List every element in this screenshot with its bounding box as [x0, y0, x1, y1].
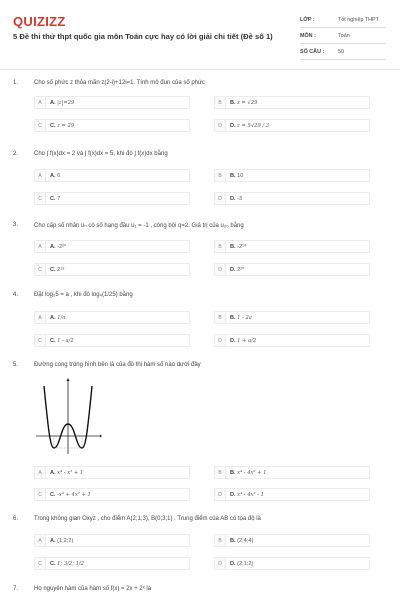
meta-label: LỚP : — [300, 16, 315, 23]
option-text: D. (2;1;2) — [230, 560, 254, 567]
option-letter: D — [215, 120, 226, 131]
worksheet-meta — [300, 12, 386, 60]
question-number: 3. — [13, 222, 19, 228]
option-letter: B — [215, 241, 226, 252]
option-letter: D — [215, 193, 226, 204]
answer-option-b[interactable] — [214, 311, 370, 324]
answer-option-c[interactable] — [34, 488, 190, 501]
option-text: D. z = 5√29 / 3 — [230, 122, 270, 129]
option-letter: B — [215, 535, 226, 546]
question-text: Cho cấp số nhân uₙ có số hạng đầu u₁ = -1 , công bội q=2. Giá trị của u₂₀ bằng — [34, 223, 244, 229]
option-text: C. 1; 3/2; 1/2 — [50, 560, 84, 567]
option-text: D. 2²⁰ — [230, 266, 245, 273]
answer-option-c[interactable] — [34, 263, 190, 276]
answer-option-a[interactable] — [34, 534, 190, 547]
option-letter: A — [35, 170, 46, 181]
answer-option-d[interactable] — [214, 488, 370, 501]
question-text: Đường cong trong hình bên là của đồ thị hàm số nào dưới đây — [34, 362, 201, 368]
option-letter: B — [215, 467, 226, 478]
option-text: B. x⁴ - 4x² + 1 — [230, 469, 267, 476]
meta-value: Toán — [338, 32, 350, 39]
header-divider — [0, 69, 400, 70]
option-letter: B — [215, 312, 226, 323]
option-letter: C — [35, 193, 46, 204]
option-text: C. 1 - a/2 — [50, 337, 74, 344]
option-text: C. 2¹⁹ — [50, 266, 65, 273]
option-letter: A — [35, 241, 46, 252]
option-letter: C — [35, 120, 46, 131]
option-letter: B — [215, 97, 226, 108]
page-title: 5 Đề thi thử thpt quốc gia môn Toán cực hay có lời giải chi tiết (Đề số 1) — [13, 32, 273, 41]
answer-option-d[interactable] — [214, 192, 370, 205]
option-text: D. -3 — [230, 195, 243, 202]
question-number: 7. — [13, 586, 19, 592]
option-letter: C — [35, 335, 46, 346]
meta-row-count — [300, 44, 386, 60]
option-letter: C — [35, 489, 46, 500]
option-letter: A — [35, 535, 46, 546]
meta-value: Tốt nghiệp THPT — [338, 16, 379, 23]
question-number: 4. — [13, 292, 19, 298]
answer-option-d[interactable] — [214, 557, 370, 570]
answer-option-d[interactable] — [214, 334, 370, 347]
meta-label: MÔN : — [300, 32, 316, 39]
meta-label: SỐ CÂU : — [300, 48, 325, 55]
option-text: A. x⁴ - x² + 1 — [50, 469, 84, 476]
option-text: B. 10 — [230, 172, 244, 179]
answer-option-b[interactable] — [214, 466, 370, 479]
option-text: C. z = 29 — [50, 122, 75, 129]
question-number: 2. — [13, 151, 19, 157]
answer-option-b[interactable] — [214, 240, 370, 253]
option-letter: D — [215, 489, 226, 500]
option-text: A. -2²⁰ — [50, 243, 67, 250]
answer-option-b[interactable] — [214, 534, 370, 547]
option-text: B. -2¹⁹ — [230, 243, 247, 250]
quizizz-logo: QUIZIZZ — [13, 14, 66, 29]
meta-row-subject — [300, 28, 386, 44]
answer-option-a[interactable] — [34, 311, 190, 324]
question-text: Cho số phức z thỏa mãn z(2-i)+12i=1. Tính mô đun của số phức — [34, 80, 206, 86]
answer-option-a[interactable] — [34, 466, 190, 479]
option-text: B. z = √29 — [230, 99, 258, 106]
option-letter: D — [215, 335, 226, 346]
question-text: Họ nguyên hàm của hàm số f(x) = 2x + 2ˣ là — [34, 586, 152, 592]
option-text: A. |z|=29 — [50, 99, 75, 106]
answer-option-c[interactable] — [34, 192, 190, 205]
meta-value: 50 — [338, 48, 344, 55]
meta-row-class — [300, 12, 386, 28]
option-text: C. -x⁴ + 4x² + 1 — [50, 491, 91, 498]
option-letter: D — [215, 558, 226, 569]
option-letter: A — [35, 312, 46, 323]
question-number: 5. — [13, 362, 19, 368]
option-letter: B — [215, 170, 226, 181]
function-graph — [34, 378, 102, 456]
option-text: D. x⁴ - 4x² - 1 — [230, 491, 264, 498]
question-text: Trong không gian Oxyz , cho điểm A(2;1;3), B(0;3;1) . Trung điểm của AB có tọa độ là — [34, 516, 261, 522]
option-letter: C — [35, 264, 46, 275]
question-number: 1. — [13, 80, 19, 86]
option-text: D. 1 + a/2 — [230, 337, 257, 344]
option-text: C. 7 — [50, 195, 61, 202]
answer-option-c[interactable] — [34, 334, 190, 347]
option-text: A. 1/a — [50, 314, 66, 321]
option-letter: D — [215, 264, 226, 275]
question-text: Đặt log₂5 = a , khi đó log₄(1/25) bằng — [34, 292, 133, 298]
option-text: B. 1 - 2a — [230, 314, 252, 321]
option-text: A. 6 — [50, 172, 61, 179]
answer-option-a[interactable] — [34, 169, 190, 182]
option-letter: A — [35, 97, 46, 108]
answer-option-a[interactable] — [34, 240, 190, 253]
answer-option-a[interactable] — [34, 96, 190, 109]
answer-option-c[interactable] — [34, 557, 190, 570]
answer-option-d[interactable] — [214, 263, 370, 276]
question-text: Cho ∫ f(x)dx = 2 và ∫ f(x)dx = 5, khi đó ∫ f(x)dx bằng — [34, 151, 168, 157]
answer-option-b[interactable] — [214, 169, 370, 182]
answer-option-c[interactable] — [34, 119, 190, 132]
option-text: B. (2;4;4) — [230, 537, 254, 544]
answer-option-d[interactable] — [214, 119, 370, 132]
answer-option-b[interactable] — [214, 96, 370, 109]
option-letter: C — [35, 558, 46, 569]
option-text: A. (1;2;2) — [50, 537, 74, 544]
question-number: 6. — [13, 516, 19, 522]
option-letter: A — [35, 467, 46, 478]
